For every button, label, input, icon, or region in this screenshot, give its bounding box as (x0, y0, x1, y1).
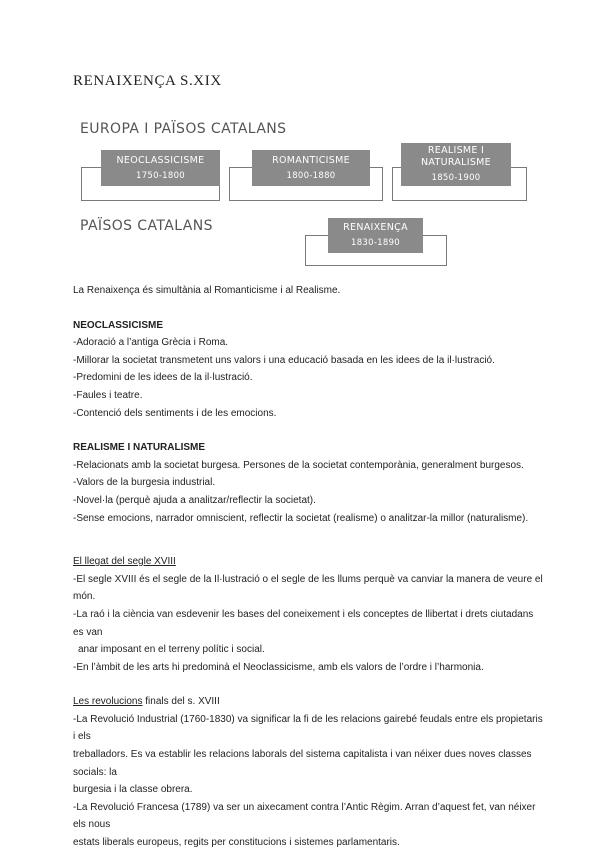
list-item: -Adoració a l’antiga Grècia i Roma. (73, 337, 229, 349)
list-item: -El segle XVIII és el segle de la Il·lustració o el segle de les llums perquè va canviar la manera de veure el món. (73, 573, 543, 603)
realisme-heading: REALISME I NATURALISME (73, 442, 206, 454)
revolucions-heading-rest: finals del s. XVIII (142, 696, 220, 708)
list-item: anar imposant en el terreny polític i social. (78, 644, 265, 656)
renaixenca-box (328, 218, 423, 253)
revolucions-heading (73, 693, 543, 711)
realisme-label: REALISME I NATURALISME (421, 145, 491, 169)
romanticisme-box (252, 150, 370, 186)
neoclassicisme-box (101, 150, 220, 186)
realisme-box (401, 143, 511, 186)
revolucions-heading-underlined: Les revolucions (73, 696, 143, 708)
list-item: estats liberals europeus, regits per constitucions i sistemes parlamentaris. (73, 837, 400, 849)
list-item: -Relacionats amb la societat burgesa. Persones de la societat contemporània, generalment burgesos. (73, 459, 524, 471)
list-item: -Millorar la societat transmetent uns valors i una educació basada en les idees de la il·lustració. (73, 354, 495, 366)
list-item: -En l’àmbit de les arts hi predominà el Neoclassicisme, amb els valors de l’ordre i l’harmonia. (73, 661, 484, 673)
europa-label: EUROPA I PAÏSOS CATALANS (80, 121, 287, 137)
llegat-heading: El llegat del segle XVIII (73, 556, 176, 568)
list-item: -Contenció dels sentiments i de les emocions. (73, 407, 277, 419)
list-item: -La Revolució Francesa (1789) va ser un aixecament contra l’Antic Règim. Arran d’aquest fet, van néixer els nous (73, 801, 536, 831)
realisme-period: 1850-1900 (431, 173, 481, 184)
list-item: treballadors. Es va establir les relacions laborals del sistema capitalista i van néixer dues noves classes socials: la (73, 749, 532, 778)
renaixenca-period: 1830-1890 (350, 238, 401, 249)
list-item: -Valors de la burgesia industrial. (73, 477, 216, 489)
list-item: -Novel·la (perquè ajuda a analitzar/reflectir la societat). (73, 494, 316, 506)
neoclassicisme-period: 1750-1800 (135, 170, 186, 181)
intro-text: La Renaixença és simultània al Romanticisme i al Realisme. (73, 285, 341, 296)
list-item: -La Revolució Industrial (1760-1830) va significar la fi de les relacions gairebé feudals entre els propietaris i els (73, 713, 543, 743)
renaixenca-label: RENAIXENÇA (343, 222, 408, 234)
list-item: burgesia i la classe obrera. (73, 784, 193, 796)
document-body (73, 282, 543, 852)
list-item: -Predomini de les idees de la il·lustració. (73, 372, 253, 384)
page-title: RENAIXENÇA S.XIX (73, 73, 222, 89)
romanticisme-label: ROMANTICISME (272, 154, 350, 166)
neoclassicisme-heading: NEOCLASSICISME (73, 319, 164, 331)
neoclassicisme-label: NEOCLASSICISME (116, 154, 205, 166)
paisos-label: PAÏSOS CATALANS (80, 218, 213, 234)
list-item: -Faules i teatre. (73, 389, 143, 401)
romanticisme-period: 1800-1880 (286, 170, 336, 181)
list-item: -La raó i la ciència van esdevenir les bases del coneixement i els conceptes de llibertat i drets ciutadans es van (73, 608, 534, 638)
list-item: -Sense emocions, narrador omniscient, reflectir la societat (realisme) o analitzar-la millor (naturalisme). (73, 512, 529, 524)
